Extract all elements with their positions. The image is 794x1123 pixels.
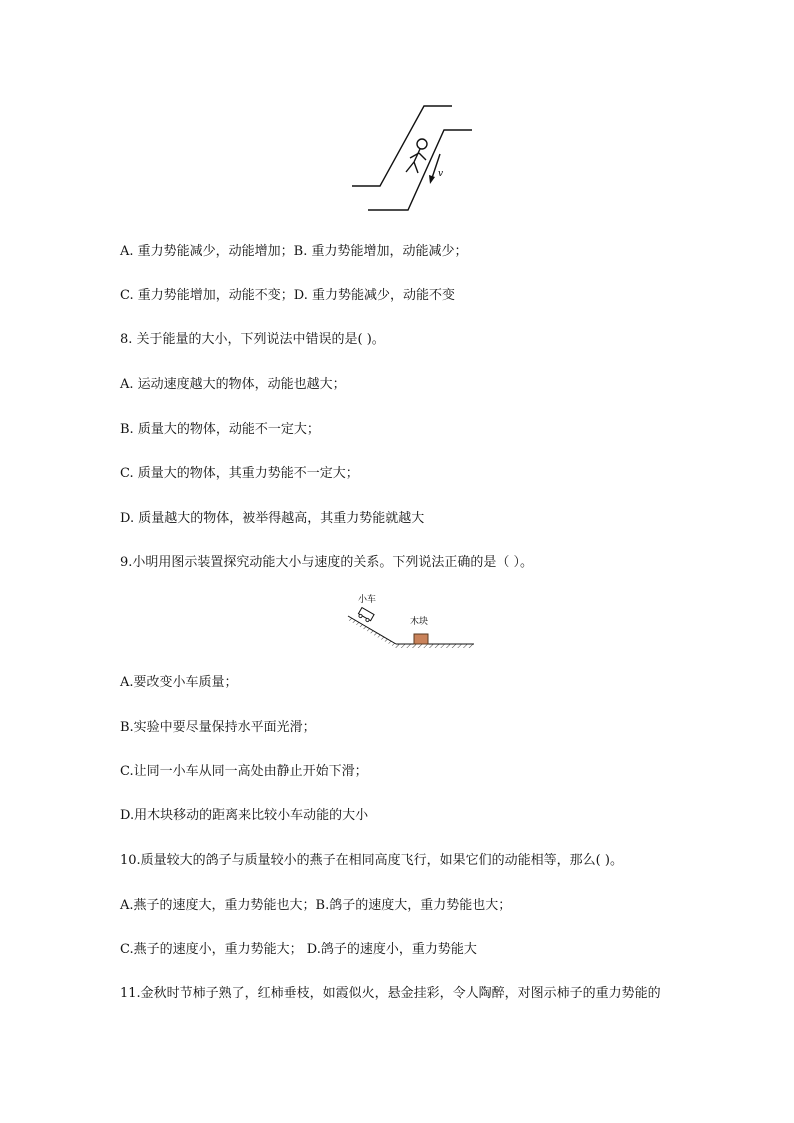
q9-option-a: A.要改变小车质量；: [120, 675, 238, 690]
q9-question: 9.小明用图示装置探究动能大小与速度的关系。下列说法正确的是（ ）。: [120, 555, 534, 570]
velocity-label: v: [438, 169, 444, 179]
q9-option-c: C.让同一小车从同一高处由静止开始下滑；: [120, 764, 368, 779]
block-label: 木块: [410, 617, 429, 627]
q9-option-d: D.用木块移动的距离来比较小车动能的大小: [120, 808, 369, 823]
q10-options-line2: C.燕子的速度小，重力势能大； D.鸽子的速度小，重力势能大: [120, 942, 477, 957]
cart: [357, 608, 374, 623]
ramp-figure: [340, 590, 480, 654]
q7-options-line1: A. 重力势能减少，动能增加；B. 重力势能增加，动能减少；: [120, 244, 468, 259]
q8-option-d: D. 质量越大的物体，被举得越高，其重力势能就越大: [120, 511, 425, 526]
ramp-hatching: [348, 616, 396, 648]
ramp-surface: [348, 616, 396, 644]
q8-option-b: B. 质量大的物体，动能不一定大；: [120, 422, 320, 437]
velocity-arrowhead: [429, 175, 435, 184]
escalator-figure: [340, 98, 480, 218]
q8-question: 8. 关于能量的大小，下列说法中错误的是( )。: [120, 332, 385, 347]
floor-hatching: [396, 644, 474, 648]
person-leg-left: [406, 162, 414, 172]
person-leg-right: [414, 162, 418, 173]
q10-question: 10.质量较大的鸽子与质量较小的燕子在相同高度飞行，如果它们的动能相等，那么( )。: [120, 853, 623, 868]
cart-label: 小车: [358, 595, 377, 605]
person-head: [417, 139, 427, 149]
q10-options-line1: A.燕子的速度大，重力势能也大；B.鸽子的速度大，重力势能也大；: [120, 898, 512, 913]
escalator-lower-rail: [368, 130, 472, 210]
q11-question: 11.金秋时节柿子熟了，红柿垂枝，如霞似火，悬金挂彩，令人陶醉，对图示柿子的重力势能的: [120, 986, 661, 1001]
q8-option-a: A. 运动速度越大的物体，动能也越大；: [120, 377, 346, 392]
person-arm-right: [419, 153, 426, 160]
q9-option-b: B.实验中要尽量保持水平面光滑；: [120, 720, 316, 735]
wood-block: [414, 634, 428, 644]
q8-option-c: C. 质量大的物体，其重力势能不一定大；: [120, 466, 359, 481]
q7-options-line2: C. 重力势能增加，动能不变；D. 重力势能减少，动能不变: [120, 288, 455, 303]
